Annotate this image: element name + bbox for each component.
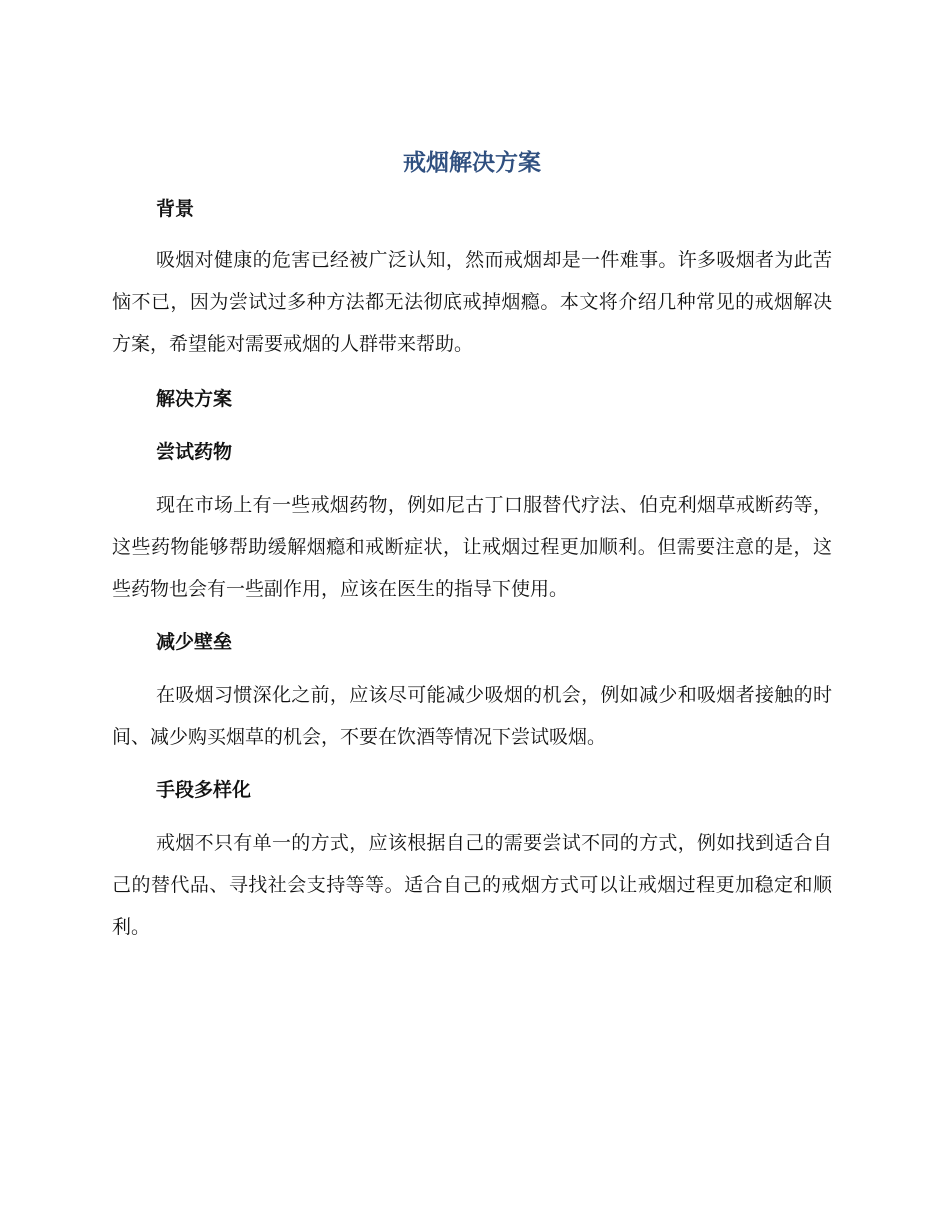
page-title: 戒烟解决方案 [403, 150, 541, 176]
paragraph-reduce-barriers: 在吸烟习惯深化之前，应该尽可能减少吸烟的机会，例如减少和吸烟者接触的时间、减少购买烟草的机会，不要在饮酒等情况下尝试吸烟。 [112, 684, 832, 748]
subsection-heading-reduce-barriers: 减少壁垒 [156, 631, 233, 653]
section-heading-solutions: 解决方案 [156, 388, 233, 410]
section-heading-background: 背景 [156, 198, 195, 220]
subsection-heading-medication: 尝试药物 [156, 441, 233, 463]
paragraph-medication: 现在市场上有一些戒烟药物，例如尼古丁口服替代疗法、伯克利烟草戒断药等，这些药物能够帮助缓解烟瘾和戒断症状，让戒烟过程更加顺利。但需要注意的是，这些药物也会有一些副作用，应该在医生的指导下使用。 [112, 494, 832, 600]
paragraph-background: 吸烟对健康的危害已经被广泛认知，然而戒烟却是一件难事。许多吸烟者为此苦恼不已，因为尝试过多种方法都无法彻底戒掉烟瘾。本文将介绍几种常见的戒烟解决方案，希望能对需要戒烟的人群带来帮助。 [112, 249, 832, 355]
paragraph-diversify: 戒烟不只有单一的方式，应该根据自己的需要尝试不同的方式，例如找到适合自己的替代品、寻找社会支持等等。适合自己的戒烟方式可以让戒烟过程更加稳定和顺利。 [112, 832, 832, 938]
subsection-heading-diversify: 手段多样化 [156, 779, 252, 801]
document-page [112, 145, 832, 948]
